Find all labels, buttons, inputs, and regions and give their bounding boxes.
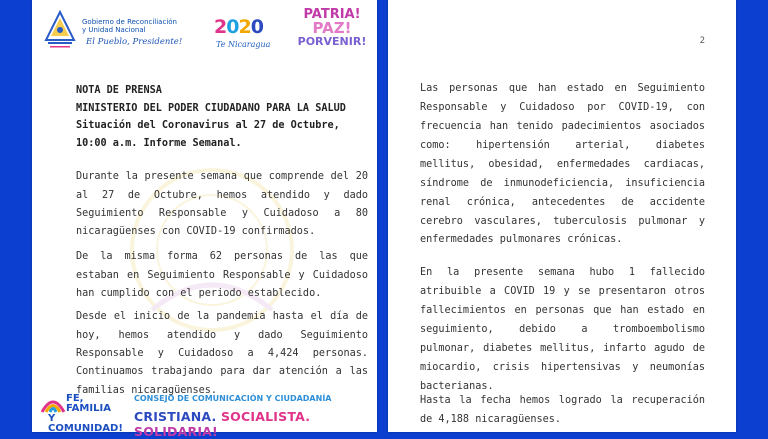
paragraph: En la presente semana hubo 1 fallecido atribuible a COVID 19 y se presentaron otros fallecimientos en personas que han estado en seguimiento, debido a tromboembolismo pulmonar, diabetes mellitus, infarto agudo de miocardio, crisis hipertensivas y neumonías bacterianas. <box>420 267 705 392</box>
press-release-page-1 <box>32 0 377 439</box>
letterhead <box>32 6 377 58</box>
government-emblem-icon <box>42 8 78 52</box>
press-release-page-2 <box>388 0 736 432</box>
familia-word: FAMILIA <box>66 403 111 414</box>
heading-line-2: MINISTERIO DEL PODER CIUDADANO PARA LA SALUD <box>76 102 346 114</box>
footer <box>32 392 377 439</box>
patria-paz-porvenir-logo <box>292 8 372 48</box>
heading-line-4: 10:00 a.m. Informe Semanal. <box>76 137 242 149</box>
gov-slogan: El Pueblo, Presidente! <box>86 37 183 47</box>
fe-familia-comunidad-logo <box>40 390 126 432</box>
heading-line-3: Situación del Coronavirus al 27 de Octubre, <box>76 120 340 131</box>
government-name <box>82 18 177 34</box>
badge-sub: Te Nicaragua <box>216 40 271 49</box>
heading-line-1: NOTA DE PRENSA <box>76 85 162 96</box>
gov-line-2: y Unidad Nacional <box>82 26 146 34</box>
gov-line-1: Gobierno de Reconciliación <box>82 18 177 26</box>
porvenir-word: PORVENIR! <box>297 35 367 48</box>
paragraph: Hasta la fecha hemos logrado la recuperación de 4,188 nicaragüenses. <box>420 395 705 426</box>
solidaria-word: SOLIDARIA! <box>134 424 218 439</box>
rainbow-icon <box>40 392 66 414</box>
paz-word: PAZ! <box>312 19 352 37</box>
socialista-word: SOCIALISTA. <box>220 409 311 424</box>
paragraph: De la misma forma 62 personas de las que estaban en Seguimiento Responsable y Cuidadoso han cumplido con el periodo establecido. <box>76 251 368 299</box>
page-number: 2 <box>699 36 705 46</box>
paragraph: Las personas que han estado en Seguimiento Responsable y Cuidadoso por COVID-19, con frecuencia han tenido padecimientos asociados como: hipertensión arterial, diabetes mellitus, obesidad, enfermedades cardiacas, síndrome de inmunodeficiencia, insuficiencia renal crónica, antecedentes de accidente cerebro vasculares, tuberculosis pulmonar y enfermedades pulmonares crónicas. <box>420 83 705 246</box>
badge-2020: 2020 <box>214 16 263 38</box>
consejo-label: CONSEJO DE COMUNICACIÓN Y CIUDADANÍA <box>134 394 332 403</box>
paragraph: Durante la presente semana que comprende del 20 al 27 de Octubre, hemos atendido y dado Seguimiento Responsable y Cuidadoso a 80 nicaragüenses con COVID-19 confirmados. <box>76 171 368 238</box>
paragraph: Desde el inicio de la pandemia hasta el día de hoy, hemos atendido y dado Seguimiento Responsable y Cuidadoso a 4,424 personas. Continuamos trabajando para dar atención a las familias nicaragüenses. <box>76 311 368 396</box>
fe-word: FE, <box>66 393 84 404</box>
cristiana-socialista-solidaria <box>134 409 377 439</box>
comunidad-word: Y COMUNIDAD! <box>48 413 123 434</box>
cristiana-word: CRISTIANA. <box>134 409 217 424</box>
press-release-heading <box>76 82 368 152</box>
patria-word: PATRIA! <box>303 7 361 22</box>
